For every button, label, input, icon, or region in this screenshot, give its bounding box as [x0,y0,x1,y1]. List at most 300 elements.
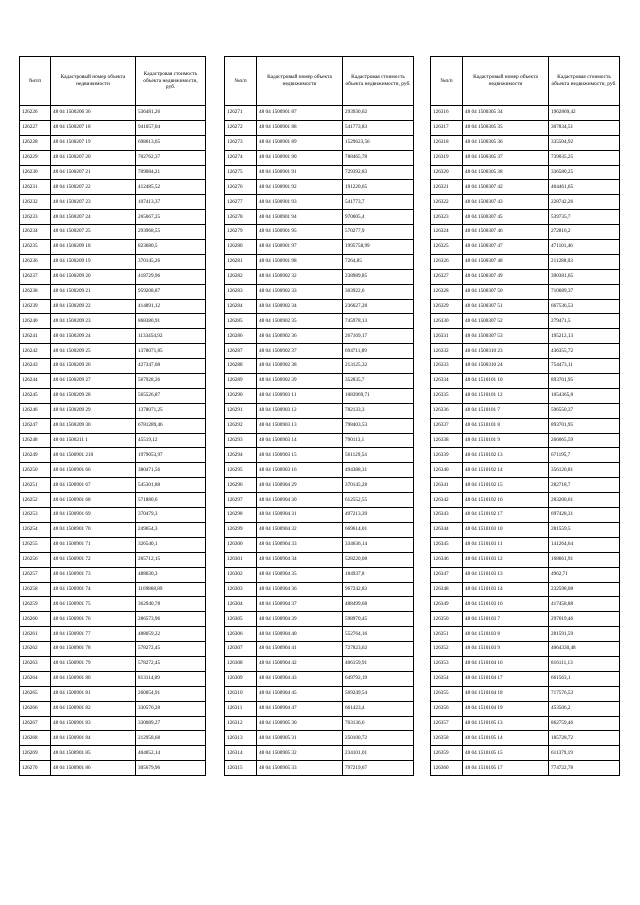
table-row [225,656,414,671]
row-number: 126297 [225,493,257,508]
table-row [431,165,620,180]
cadastral-value: 763136,6 [343,716,414,731]
row-number: 126234 [20,225,51,240]
row-number: 126253 [20,508,51,523]
row-number: 126257 [20,567,51,582]
row-number: 126354 [431,671,463,686]
cadastral-number: 48 04 1500307 49 [463,269,549,284]
cadastral-number: 48 04 1500207 21 [51,165,136,180]
cadastral-number: 48 04 1510101 12 [463,388,549,403]
table-row [431,642,620,657]
cadastral-value: 661423,4 [343,701,414,716]
table-row [431,656,620,671]
cadastral-number: 48 04 1500901 84 [51,731,136,746]
cadastral-value: 471101,46 [549,240,620,255]
cadastral-value: 370145,28 [343,478,414,493]
cadastral-value: 228742,26 [549,195,620,210]
row-number: 126282 [225,269,257,284]
table-row [431,106,620,121]
cadastral-number: 48 04 1500307 48 [463,254,549,269]
cadastral-value: 813114,09 [136,671,206,686]
cadastral-number: 48 04 1500305 34 [463,106,549,121]
cadastral-number: 48 04 1500307 43 [463,195,549,210]
table-row [225,671,414,686]
row-number: 126351 [431,627,463,642]
cadastral-number: 48 04 1510103 7 [463,612,549,627]
table-row [431,701,620,716]
row-number: 126338 [431,433,463,448]
row-number: 126265 [20,686,51,701]
row-number: 126235 [20,240,51,255]
cadastral-value: 782133,3 [343,403,414,418]
cadastral-number: 48 04 1500901 93 [257,195,343,210]
row-number: 126326 [431,254,463,269]
cadastral-number: 48 04 1500207 19 [51,135,136,150]
cadastral-value: 488059,22 [136,627,206,642]
cadastral-value: 552764,16 [343,627,414,642]
cadastral-number: 48 04 1500901 90 [257,150,343,165]
row-number: 126272 [225,120,257,135]
row-number: 126296 [225,478,257,493]
table-row [225,716,414,731]
cadastral-number: 48 04 1500904 41 [257,642,343,657]
cadastral-value: 335504,92 [549,135,620,150]
cadastral-number: 48 04 1500209 21 [51,284,136,299]
cadastral-number: 48 04 1500902 39 [257,374,343,389]
table-row [20,552,206,567]
table-row [20,120,206,135]
row-number: 126241 [20,329,51,344]
cadastral-number: 48 04 1500904 30 [257,493,343,508]
table-row [225,418,414,433]
cadastral-number: 48 04 1500901 210 [51,448,136,463]
row-number: 126316 [431,106,463,121]
cadastral-value: 232598,08 [549,582,620,597]
cadastral-number: 48 04 1500903 12 [257,403,343,418]
cadastral-number: 48 04 1500209 20 [51,269,136,284]
table-row [431,552,620,567]
cadastral-number: 48 04 1510103 10 [463,522,549,537]
table-row [225,135,414,150]
cadastral-value: 266065,59 [549,433,620,448]
row-number: 126308 [225,656,257,671]
cadastral-value: 390381,65 [549,269,620,284]
cadastral-value: 1133454,92 [136,329,206,344]
cadastral-table-3 [430,56,620,776]
row-number: 126279 [225,225,257,240]
cadastral-value: 236627,28 [343,299,414,314]
cadastral-number: 48 04 1500901 76 [51,612,136,627]
row-number: 126278 [225,210,257,225]
cadastral-number: 48 04 1510104 16 [463,656,549,671]
table-row [431,612,620,627]
cadastral-number: 48 04 1500904 42 [257,656,343,671]
row-number: 126274 [225,150,257,165]
cadastral-number: 48 04 1500305 36 [463,135,549,150]
cadastral-number: 48 04 1510101 7 [463,403,549,418]
cadastral-number: 48 04 1500207 22 [51,180,136,195]
table-row [431,686,620,701]
cadastral-number: 48 04 1500211 1 [51,433,136,448]
cadastral-value: 649792,19 [343,671,414,686]
row-number: 126299 [225,522,257,537]
cadastral-value: 414891,12 [136,299,206,314]
table-row [225,403,414,418]
row-number: 126226 [20,106,51,121]
cadastral-value: 823680,5 [136,240,206,255]
table-row [20,612,206,627]
row-number: 126302 [225,567,257,582]
table-row [225,240,414,255]
row-number: 126335 [431,388,463,403]
cadastral-number: 48 04 1500901 72 [51,552,136,567]
row-number: 126332 [431,344,463,359]
row-number: 126263 [20,656,51,671]
cadastral-number: 48 04 1500901 91 [257,165,343,180]
cadastral-value: 698613,65 [136,135,206,150]
cadastral-value: 293930,62 [343,106,414,121]
cadastral-number: 48 04 1500901 80 [51,671,136,686]
cadastral-value: 488030,3 [136,567,206,582]
cadastral-value: 862759,46 [549,716,620,731]
table-row [20,150,206,165]
cadastral-number: 48 04 1500901 71 [51,537,136,552]
table-row [431,314,620,329]
cadastral-value: 4962,71 [549,567,620,582]
cadastral-value: 406159,91 [343,656,414,671]
row-number: 126345 [431,537,463,552]
cadastral-number: 48 04 1500901 66 [51,463,136,478]
cadastral-number: 48 04 1510104 18 [463,686,549,701]
table-row [225,150,414,165]
row-number: 126353 [431,656,463,671]
cadastral-value: 45519,12 [136,433,206,448]
table-row [20,299,206,314]
table-row [225,642,414,657]
row-number: 126247 [20,418,51,433]
cadastral-value: 697428,31 [549,508,620,523]
table-row [20,418,206,433]
row-number: 126264 [20,671,51,686]
cadastral-value: 790113,1 [343,433,414,448]
row-number: 126238 [20,284,51,299]
table-row [225,478,414,493]
row-number: 126311 [225,701,257,716]
cadastral-value: 265712,15 [136,552,206,567]
cadastral-value: 326540,1 [136,537,206,552]
cadastral-value: 569249,54 [343,686,414,701]
row-number: 126352 [431,642,463,657]
cadastral-number: 48 04 1500903 13 [257,418,343,433]
cadastral-value: 611379,19 [549,746,620,761]
table-row [225,254,414,269]
cadastral-number: 48 04 1510104 19 [463,701,549,716]
table-row [20,284,206,299]
cadastral-number: 48 04 1500901 95 [257,225,343,240]
row-number: 126291 [225,403,257,418]
cadastral-number: 48 04 1500310 24 [463,359,549,374]
table-row [431,240,620,255]
row-number: 126256 [20,552,51,567]
table-row [225,582,414,597]
row-number: 126309 [225,671,257,686]
row-number: 126293 [225,433,257,448]
row-number: 126231 [20,180,51,195]
cadastral-value: 1378071,25 [136,403,206,418]
cadastral-number: 48 04 1500305 38 [463,165,549,180]
cadastral-number: 48 04 1510103 13 [463,567,549,582]
cadastral-value: 667536,53 [549,299,620,314]
cadastral-value: 168661,91 [549,552,620,567]
cadastral-number: 48 04 1500903 11 [257,388,343,403]
cadastral-number: 48 04 1500209 27 [51,374,136,389]
cadastral-number: 48 04 1500307 45 [463,210,549,225]
cadastral-number: 48 04 1500305 37 [463,150,549,165]
cadastral-value: 211288,03 [549,254,620,269]
row-number: 126269 [20,746,51,761]
cadastral-number: 48 04 1500901 89 [257,135,343,150]
cadastral-value: 185728,72 [549,731,620,746]
row-number: 126307 [225,642,257,657]
cadastral-number: 48 04 1500901 81 [51,686,136,701]
row-number: 126336 [431,403,463,418]
row-number: 126280 [225,240,257,255]
cadastral-number: 48 04 1510103 12 [463,552,549,567]
table-row [225,567,414,582]
cadastral-value: 671195,7 [549,448,620,463]
table-row [431,180,620,195]
cadastral-value: 334636,14 [343,537,414,552]
cadastral-number: 48 04 1500307 51 [463,299,549,314]
table-row [20,522,206,537]
cadastral-number: 48 04 1510105 17 [463,761,549,776]
cadastral-number: 48 04 1500209 25 [51,344,136,359]
row-number: 126239 [20,299,51,314]
row-number: 126284 [225,299,257,314]
row-number: 126232 [20,195,51,210]
row-number: 126262 [20,642,51,657]
cadastral-value: 417458,88 [549,597,620,612]
row-number: 126321 [431,180,463,195]
row-number: 126268 [20,731,51,746]
cadastral-value: 488499,68 [343,597,414,612]
table-row [431,329,620,344]
cadastral-number: 48 04 1500207 24 [51,210,136,225]
cadastral-value: 541773,7 [343,195,414,210]
cadastral-value: 250100,72 [343,731,414,746]
cadastral-number: 48 04 1500902 33 [257,284,343,299]
cadastral-number: 48 04 1500901 77 [51,627,136,642]
cadastral-value: 427347,08 [136,359,206,374]
row-number: 126350 [431,612,463,627]
row-number: 126304 [225,597,257,612]
cadastral-number: 48 04 1500207 20 [51,150,136,165]
cadastral-value: 596550,37 [549,403,620,418]
cadastral-number: 48 04 1500206 36 [51,106,136,121]
row-number: 126356 [431,701,463,716]
cadastral-value: 267169,17 [343,329,414,344]
cadastral-value: 774722,78 [549,761,620,776]
table-row [431,254,620,269]
cadastral-value: 286573,96 [136,612,206,627]
cadastral-value: 798403,53 [343,418,414,433]
cadastral-number: 48 04 1500901 73 [51,567,136,582]
cadastral-value: 536481,26 [136,106,206,121]
cadastral-number: 48 04 1500904 29 [257,478,343,493]
cadastral-value: 893701,95 [549,374,620,389]
cadastral-value: 669614,01 [343,522,414,537]
table-row [225,612,414,627]
row-number: 126306 [225,627,257,642]
cadastral-value: 528220,08 [343,552,414,567]
row-number: 126320 [431,165,463,180]
table-row [225,120,414,135]
cadastral-number: 48 04 1500209 22 [51,299,136,314]
cadastral-number: 48 04 1500209 29 [51,403,136,418]
table-row [431,478,620,493]
row-number: 126276 [225,180,257,195]
table-row [20,344,206,359]
row-number: 126244 [20,374,51,389]
cadastral-value: 107413,37 [136,195,206,210]
row-number: 126251 [20,478,51,493]
cadastral-value: 464461,65 [549,180,620,195]
row-number: 126310 [225,686,257,701]
table-row [20,433,206,448]
cadastral-value: 578272,45 [136,656,206,671]
cadastral-value: 281591,59 [549,627,620,642]
row-number: 126360 [431,761,463,776]
row-number: 126325 [431,240,463,255]
table-row [225,299,414,314]
table-row [225,761,414,776]
cadastral-value: 1962869,42 [549,106,620,121]
table-row [225,344,414,359]
table-row [225,165,414,180]
row-number: 126246 [20,403,51,418]
cadastral-value: 497213,39 [343,508,414,523]
row-number: 126358 [431,731,463,746]
cadastral-number: 48 04 1510104 17 [463,671,549,686]
table-row [225,522,414,537]
cadastral-number: 48 04 1500207 25 [51,225,136,240]
cadastral-number: 48 04 1500904 39 [257,612,343,627]
cadastral-number: 48 04 1500903 16 [257,463,343,478]
col-header-cadastral-number: Кадастровый номер объекта недвижимости [51,57,136,106]
cadastral-value: 694711,89 [343,344,414,359]
col-header-cadastral-value: Кадастровая стоимость объекта недвижимости, руб. [549,57,620,106]
cadastral-number: 48 04 1510103 16 [463,597,549,612]
cadastral-number: 48 04 1500901 74 [51,582,136,597]
cadastral-table-1 [19,56,206,776]
cadastral-value: 612552,55 [343,493,414,508]
cadastral-value: 279471,5 [549,314,620,329]
table-row [20,225,206,240]
row-number: 126319 [431,150,463,165]
table-row [431,374,620,389]
row-number: 126328 [431,284,463,299]
row-number: 126355 [431,686,463,701]
cadastral-number: 48 04 1500904 31 [257,508,343,523]
table-row [20,240,206,255]
table-row [431,299,620,314]
cadastral-number: 48 04 1500904 47 [257,701,343,716]
row-number: 126314 [225,746,257,761]
table-row [20,210,206,225]
cadastral-value: 709084,21 [136,165,206,180]
table-row [20,269,206,284]
cadastral-number: 48 04 1500904 40 [257,627,343,642]
table-row [225,537,414,552]
col-header-cadastral-value: Кадастровая стоимость объекта недвижимости, руб. [136,57,206,106]
cadastral-value: 893701,95 [549,418,620,433]
table-row [20,359,206,374]
row-number: 126266 [20,701,51,716]
cadastral-value: 702762,37 [136,150,206,165]
cadastral-number: 48 04 1500307 52 [463,314,549,329]
row-number: 126329 [431,299,463,314]
cadastral-table-2 [224,56,414,776]
cadastral-value: 561129,54 [343,448,414,463]
table-row [20,731,206,746]
cadastral-value: 1995758,99 [343,240,414,255]
table-row [20,537,206,552]
cadastral-number: 48 04 1500901 94 [257,210,343,225]
cadastral-number: 48 04 1500904 33 [257,537,343,552]
row-number: 126273 [225,135,257,150]
table-row [431,150,620,165]
cadastral-value: 249654,3 [136,522,206,537]
table-row [431,567,620,582]
table-row [225,701,414,716]
cadastral-number: 48 04 1500901 67 [51,478,136,493]
row-number: 126245 [20,388,51,403]
row-number: 126281 [225,254,257,269]
table-row [431,418,620,433]
cadastral-value: 330089,27 [136,716,206,731]
cadastral-value: 352835,7 [343,374,414,389]
row-number: 126228 [20,135,51,150]
table-row [20,478,206,493]
cadastral-number: 48 04 1500207 18 [51,120,136,135]
table-row [20,597,206,612]
cadastral-value: 370145,26 [136,254,206,269]
table-row [225,493,414,508]
table-row [20,656,206,671]
cadastral-value: 336580,25 [549,165,620,180]
row-number: 126255 [20,537,51,552]
row-number: 126344 [431,522,463,537]
cadastral-number: 48 04 1500310 23 [463,344,549,359]
table-row [20,686,206,701]
row-number: 126317 [431,120,463,135]
table-row [20,701,206,716]
cadastral-number: 48 04 1510102 13 [463,448,549,463]
cadastral-value: 404052,14 [136,746,206,761]
row-number: 126322 [431,195,463,210]
cadastral-number: 48 04 1500307 50 [463,284,549,299]
table-row [225,284,414,299]
row-number: 126330 [431,314,463,329]
cadastral-number: 48 04 1500307 47 [463,240,549,255]
cadastral-value: 213125,32 [343,359,414,374]
table-row [20,448,206,463]
cadastral-number: 48 04 1510101 10 [463,374,549,389]
cadastral-number: 48 04 1500901 75 [51,597,136,612]
row-number: 126357 [431,716,463,731]
table-row [225,448,414,463]
cadastral-number: 48 04 1510103 9 [463,642,549,657]
